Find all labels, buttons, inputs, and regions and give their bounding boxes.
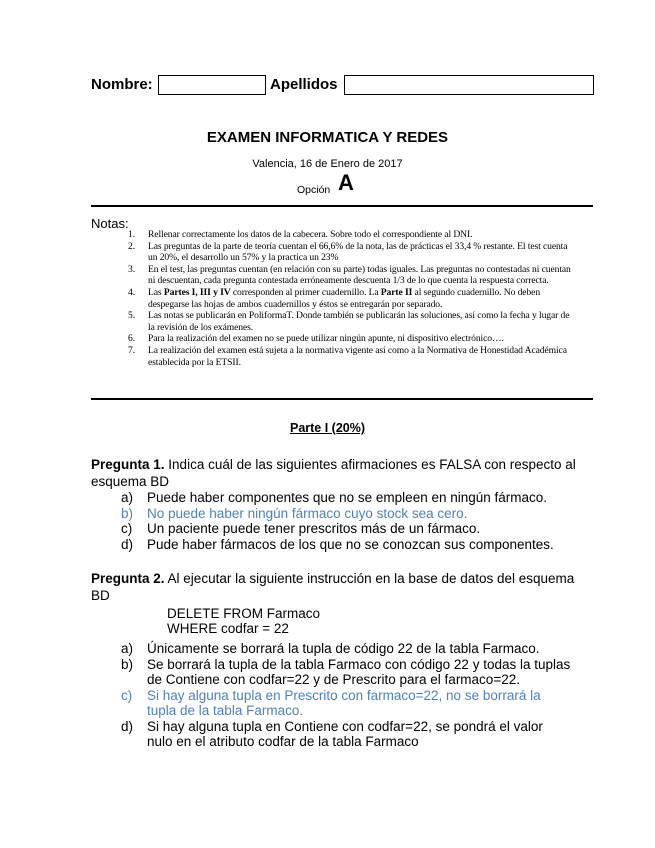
option-text: Puede haber componentes que no se empleen en ningún fármaco. xyxy=(147,490,548,505)
answer-option[interactable] xyxy=(91,657,571,688)
notes-heading: Notas: xyxy=(91,216,129,231)
note-text: Las Partes I, III y IV corresponden al primer cuadernillo. La Parte II al segundo cuadernillo. No deben despegarse las hojas de ambos cuadernillos y éstos se entregarán por separado. xyxy=(148,286,541,310)
option-letter: d) xyxy=(121,718,134,734)
note-item xyxy=(115,241,575,264)
sql-line-1: DELETE FROM Farmaco xyxy=(167,606,321,621)
bottom-divider xyxy=(91,398,593,400)
note-item xyxy=(115,287,575,310)
note-text: Rellenar correctamente los datos de la cabecera. Sobre todo el correspondiente al DNI. xyxy=(148,229,473,240)
answer-option[interactable] xyxy=(91,490,571,506)
note-number: 4. xyxy=(128,286,135,298)
option-text: Únicamente se borrará la tupla de código 22 de la tabla Farmaco. xyxy=(147,641,540,656)
option-letter: a) xyxy=(121,490,134,505)
note-text: Para la realización del examen no se puede utilizar ningún apunte, ni dispositivo electrónico…. xyxy=(148,333,504,345)
notes-list xyxy=(115,229,575,368)
note-number: 7. xyxy=(128,344,135,356)
note-text: Las preguntas de la parte de teoría cuentan el 66,6% de la nota, las de prácticas el 33,4 % restante. El test cuenta un 20%, el desarrollo un 57% y la practica un 23% xyxy=(148,240,568,264)
option-text: No puede haber ningún fármaco cuyo stock sea cero. xyxy=(147,505,468,521)
answer-option[interactable] xyxy=(91,506,571,522)
note-item xyxy=(115,310,575,333)
question-2-options xyxy=(91,641,571,750)
option-letter: a) xyxy=(121,641,134,656)
option-letter: d) xyxy=(121,536,134,552)
answer-option[interactable] xyxy=(91,688,571,719)
answer-option[interactable] xyxy=(91,537,571,553)
note-item xyxy=(115,333,575,345)
sql-line-2: WHERE codfar = 22 xyxy=(167,621,289,636)
option-text: Si hay alguna tupla en Prescrito con farmaco=22, no se borrará la tupla de la tabla Farmaco. xyxy=(147,687,541,718)
option-letter: A xyxy=(338,170,354,195)
question-2 xyxy=(91,570,576,604)
note-item xyxy=(115,229,575,241)
question-2-text: Al ejecutar la siguiente instrucción en la base de datos del esquema BD xyxy=(91,571,575,603)
nombre-label: Nombre: xyxy=(91,76,153,93)
note-text: La realización del examen está sujeta a la normativa vigente así como a la Normativa de Honestidad Académica establecida por la ETSII. xyxy=(148,344,567,368)
note-number: 5. xyxy=(128,310,135,322)
option-text: Un paciente puede tener prescritos más de un fármaco. xyxy=(147,521,481,536)
option-text: Si hay alguna tupla en Contiene con codfar=22, se pondrá el valor nulo en el atributo codfar de la tabla Farmaco xyxy=(147,718,543,749)
option-letter: c) xyxy=(121,521,133,536)
answer-option[interactable] xyxy=(91,521,571,537)
option-text: Pude haber fármacos de los que no se conozcan sus componentes. xyxy=(147,536,554,552)
apellidos-label: Apellidos xyxy=(270,76,338,93)
answer-option[interactable] xyxy=(91,719,571,750)
note-item xyxy=(115,264,575,287)
note-number: 3. xyxy=(128,263,135,275)
note-item xyxy=(115,345,575,368)
note-number: 6. xyxy=(128,333,135,345)
note-text: En el test, las preguntas cuentan (en relación con su parte) todas iguales. Las preguntas no contestadas ni cuentan ni descuentan, cada pregunta contestada erróneamente descuenta 1/3 de lo que cuenta la respuesta correcta. xyxy=(148,263,571,287)
option-text: Se borrará la tupla de la tabla Farmaco con código 22 y todas la tuplas de Contiene con codfar=22 y de Prescrito para el farmaco=22. xyxy=(147,656,571,687)
option-letter: b) xyxy=(121,505,134,521)
note-text: Las notas se publicarán en PoliformaT. Donde también se publicarán las soluciones, así como la fecha y lugar de la revisión de los exámenes. xyxy=(148,310,570,333)
option-label: Opción xyxy=(297,184,331,196)
exam-title: EXAMEN INFORMATICA Y REDES xyxy=(206,129,449,146)
note-number: 2. xyxy=(128,240,135,252)
option-letter: c) xyxy=(121,687,133,703)
part-title: Parte I (20%) xyxy=(289,421,366,435)
question-1 xyxy=(91,456,576,490)
sql-statement xyxy=(167,606,320,636)
question-1-label: Pregunta 1. xyxy=(91,457,165,472)
note-number: 1. xyxy=(128,229,135,240)
question-2-label: Pregunta 2. xyxy=(91,571,165,586)
question-1-options xyxy=(91,490,571,552)
answer-option[interactable] xyxy=(91,641,571,657)
nombre-field[interactable] xyxy=(158,75,266,95)
apellidos-field[interactable] xyxy=(344,75,594,95)
option-letter: b) xyxy=(121,656,134,672)
question-1-text: Indica cuál de las siguientes afirmaciones es FALSA con respecto al esquema BD xyxy=(91,457,576,489)
exam-date: Valencia, 16 de Enero de 2017 xyxy=(252,158,403,170)
top-divider xyxy=(91,205,593,207)
